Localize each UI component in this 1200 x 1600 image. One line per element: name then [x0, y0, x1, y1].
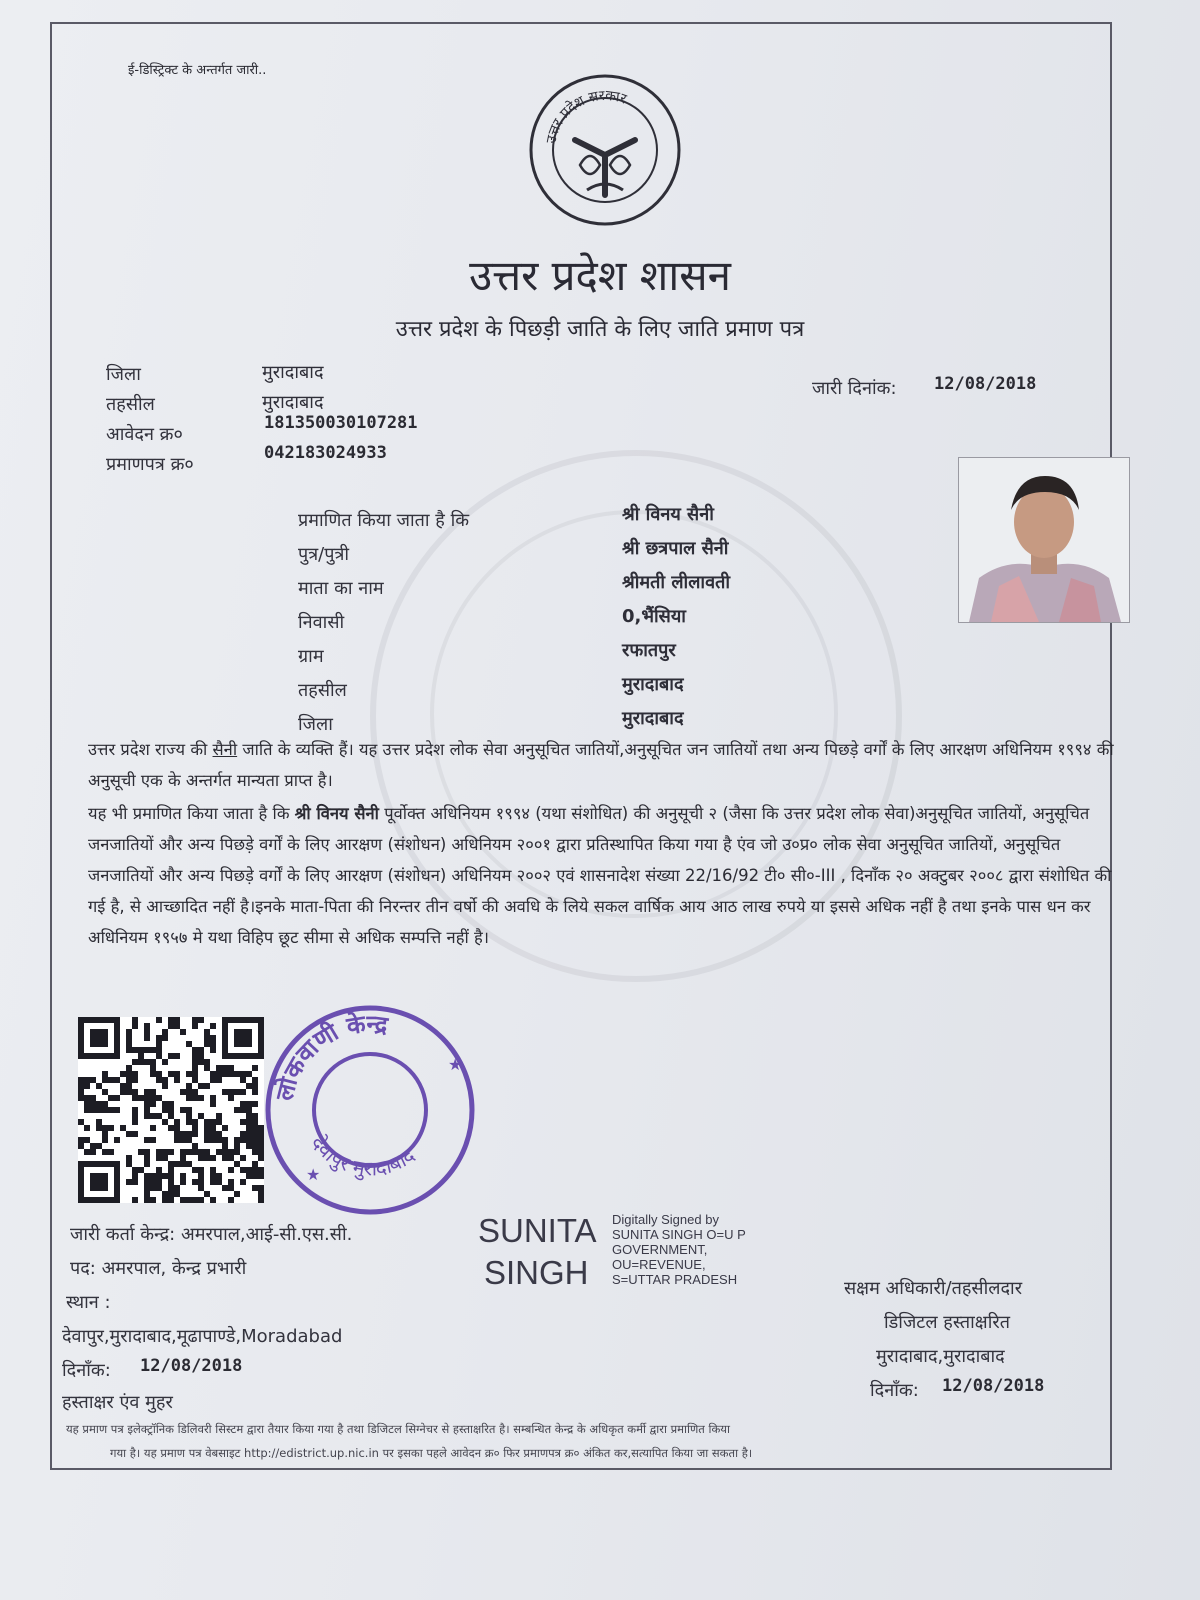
applicant-photo	[958, 457, 1130, 623]
issuer-place-label: स्थान :	[66, 1292, 111, 1313]
certificate-title: उत्तर प्रदेश शासन	[469, 251, 731, 300]
authority-designation: सक्षम अधिकारी/तहसीलदार	[844, 1278, 1023, 1299]
issue-date-label: जारी दिनांक:	[812, 378, 897, 399]
issuer-center: जारी कर्ता केन्द्र: अमरपाल,आई-सी.एस.सी.	[70, 1224, 353, 1245]
issuer-date-value: 12/08/2018	[140, 1356, 243, 1376]
detail-value-name: श्री विनय सैनी	[622, 504, 714, 525]
footer-note-line1: यह प्रमाण पत्र इलेक्ट्रॉनिक डिलिवरी सिस्टम द्वारा तैयार किया गया है तथा डिजिटल सिग्नेचर से हस्ताक्षरित है। सम्बन्धित केन्द्र के अधिकृत कर्मी द्वारा प्रमाणित किया	[66, 1422, 730, 1436]
certificate-number-value: 042183024933	[264, 443, 387, 463]
up-government-emblem	[525, 70, 685, 230]
detail-label-tehsil: तहसील	[298, 680, 347, 701]
stamp-star-left: ★	[306, 1165, 321, 1184]
authority-location: मुरादाबाद,मुरादाबाद	[876, 1346, 1005, 1367]
issuer-post: पद: अमरपाल, केन्द्र प्रभारी	[70, 1258, 247, 1279]
signature-detail-1: Digitally Signed by	[612, 1212, 719, 1227]
district-value: मुरादाबाद	[262, 362, 324, 383]
signature-details	[612, 1212, 746, 1287]
stamp-bottom-text: देवापुर मुरादाबाद	[306, 1131, 420, 1181]
signer-name-line1: SUNITA	[478, 1212, 597, 1249]
application-number-value: 181350030107281	[264, 413, 418, 433]
paragraph-2-name: श्री विनय सैनी	[294, 804, 379, 823]
signer-name-line2: SINGH	[484, 1254, 589, 1291]
certificate-subtitle: उत्तर प्रदेश के पिछड़ी जाति के लिए जाति प्रमाण पत्र	[395, 317, 805, 342]
certificate-paragraph-2	[88, 798, 1118, 953]
signature-detail-5: S=UTTAR PRADESH	[612, 1272, 738, 1287]
issue-date-value: 12/08/2018	[934, 374, 1037, 394]
detail-label-village: ग्राम	[298, 646, 324, 667]
authority-date-label: दिनाँक:	[870, 1380, 919, 1401]
signature-detail-3: GOVERNMENT,	[612, 1242, 708, 1257]
detail-value-village: रफातपुर	[622, 640, 676, 661]
detail-label-district: जिला	[298, 714, 333, 735]
emblem-text: उत्तर प्रदेश सरकार	[543, 87, 629, 145]
detail-value-tehsil: मुरादाबाद	[622, 674, 684, 695]
issuer-place-value: देवापुर,मुरादाबाद,मूढापाण्डे,Moradabad	[62, 1326, 343, 1347]
signature-detail-4: OU=REVENUE,	[612, 1257, 706, 1272]
detail-value-mother: श्रीमती लीलावती	[622, 572, 731, 593]
header-note: ई-डिस्ट्रिक्ट के अन्तर्गत जारी..	[128, 63, 267, 78]
issuer-signature-label: हस्ताक्षर एंव मुहर	[62, 1392, 173, 1413]
issuer-date-label: दिनाँक:	[62, 1360, 111, 1381]
lokvani-stamp	[262, 1002, 478, 1218]
tehsil-value: मुरादाबाद	[262, 392, 324, 413]
footer-note-line2: गया है। यह प्रमाण पत्र वेबसाइट http://edistrict.up.nic.in पर इसका पहले आवेदन क्र० फिर प्रमाणपत्र क्र० अंकित कर,सत्यापित किया जा सकता है।	[110, 1446, 753, 1460]
stamp-star-right: ★	[448, 1055, 463, 1074]
district-label: जिला	[106, 364, 141, 385]
application-number-label: आवेदन क्र०	[106, 424, 183, 445]
qr-code	[78, 1017, 264, 1203]
paragraph-2-rest: पूर्वोक्त अधिनियम १९९४ (यथा संशोधित) की अनुसूची २ (जैसा कि उत्तर प्रदेश लोक सेवा)अनुसूचित जातियों, अनुसूचित जनजातियों और अन्य पिछड़े वर्गों के लिए आरक्षण (संशोधन) अधिनियम २००१ द्वारा प्रतिस्थापित किया गया है एंव जो उ०प्र० लोक सेवा अनुसूचित जातियों, अनुसूचित जनजातियों और अन्य पिछड़े वर्गों के लिए आरक्षण (संशोधन) अधिनियम २००२ एवं शासनादेश संख्या 22/16/92 टी० सी०-III , दिनाँक २० अक्टुबर २००८ द्वारा संशोधित की गई है, से आच्छादित नहीं है।इनके माता-पिता की निरन्तर तीन वर्षो की अवधि के लिये सकल वार्षिक आय आठ लाख रुपये या इससे अधिक नहीं है तथा इनके पास धन कर अधिनियम १९५७ मे यथा विहिप छूट सीमा से अधिक सम्पत्ति नहीं है।	[88, 804, 1112, 947]
detail-label-resident: निवासी	[298, 612, 345, 633]
detail-value-resident: 0,भैंसिया	[622, 606, 686, 627]
paragraph-2-start: यह भी प्रमाणित किया जाता है कि	[88, 804, 295, 823]
detail-label-son-daughter: पुत्र/पुत्री	[298, 544, 350, 565]
authority-digitally-signed: डिजिटल हस्ताक्षरित	[884, 1312, 1010, 1333]
authority-date-value: 12/08/2018	[942, 1376, 1045, 1396]
detail-value-father: श्री छत्रपाल सैनी	[622, 538, 729, 559]
paragraph-1-start: उत्तर प्रदेश राज्य की	[88, 740, 213, 759]
stamp-top-text: लोकवाणी केन्द्र	[270, 1009, 390, 1104]
applicant-photo-image	[959, 458, 1129, 622]
certificate-number-label: प्रमाणपत्र क्र०	[106, 454, 194, 475]
tehsil-label: तहसील	[106, 394, 155, 415]
caste-name: सैनी	[212, 740, 238, 759]
detail-label-mother: माता का नाम	[298, 578, 384, 599]
paragraph-1-rest: जाति के व्यक्ति हैं। यह उत्तर प्रदेश लोक सेवा अनुसूचित जातियों,अनुसूचित जन जातियों तथा अन्य पिछड़े वर्गों के लिए आरक्षण अधिनियम १९९४ की अनुसूची एक के अन्तर्गत मान्यता प्राप्त है।	[88, 740, 1114, 790]
detail-label-certified: प्रमाणित किया जाता है कि	[298, 510, 470, 531]
detail-value-district: मुरादाबाद	[622, 708, 684, 729]
signature-detail-2: SUNITA SINGH O=U P	[612, 1227, 746, 1242]
certificate-paragraph-1	[88, 734, 1118, 796]
